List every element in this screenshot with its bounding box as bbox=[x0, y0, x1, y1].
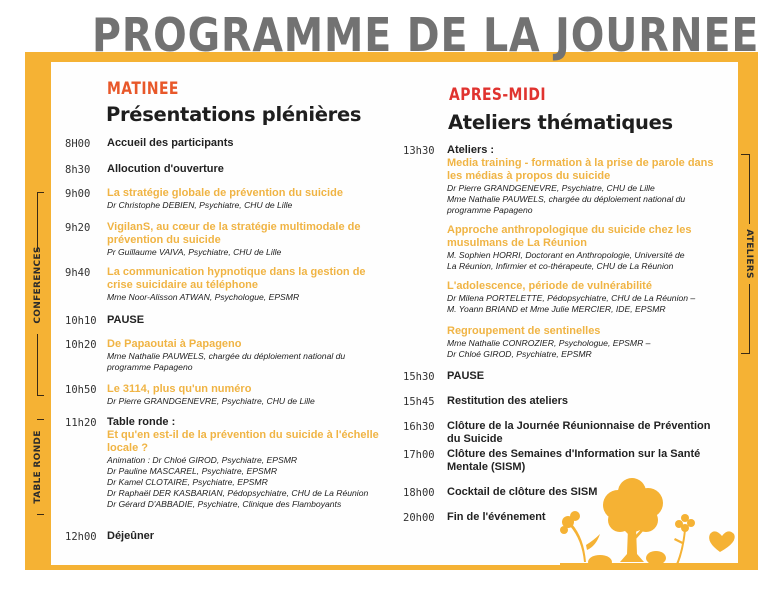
time-16h30: 16h30 bbox=[403, 421, 435, 433]
agenda-item bbox=[107, 221, 360, 258]
workshop-title: Media training - formation à la prise de parole dans bbox=[447, 157, 714, 169]
speaker: Animation : Dr Chloé GIROD, Psychiatre, EPSMR bbox=[107, 455, 298, 465]
item-title: PAUSE bbox=[107, 314, 145, 326]
speaker: Mme Noor-Alisson ATWAN, Psychologue, EPSMR bbox=[107, 292, 300, 302]
workshop-item bbox=[447, 280, 695, 315]
time-9h40: 9h40 bbox=[65, 267, 91, 279]
talk-title: La communication hypnotique dans la gestion de bbox=[107, 266, 366, 278]
talk-title: locale ? bbox=[107, 442, 148, 454]
speaker: Dr Pierre GRANDGENEVRE, Psychiatre, CHU de Lille bbox=[447, 183, 655, 193]
workshop-item bbox=[447, 224, 691, 272]
agenda-item bbox=[107, 187, 343, 211]
speaker: Dr Chloé GIROD, Psychiatre, EPSMR bbox=[447, 349, 592, 359]
agenda-item bbox=[447, 420, 710, 446]
item-title: Table ronde : bbox=[107, 416, 176, 428]
ateliers-label: ATELIERS bbox=[744, 229, 754, 279]
item-title: Fin de l'événement bbox=[447, 511, 546, 523]
matinee-label: MATINEE bbox=[107, 79, 179, 99]
time-15h30: 15h30 bbox=[403, 371, 435, 383]
agenda-item bbox=[447, 144, 714, 216]
time-9h20: 9h20 bbox=[65, 222, 91, 234]
afternoon-heading: Ateliers thématiques bbox=[448, 111, 673, 134]
speaker: Dr Christophe DEBIEN, Psychiatre, CHU de Lille bbox=[107, 200, 293, 210]
speaker: Mme Nathalie CONROZIER, Psychologue, EPSMR – bbox=[447, 338, 651, 348]
item-title: Clôture des Semaines d'Information sur la Santé bbox=[447, 448, 701, 460]
workshop-title: les médias à propos du suicide bbox=[447, 170, 611, 182]
item-title: Allocution d'ouverture bbox=[107, 163, 224, 175]
speaker: M. Sophien HORRI, Doctorant en Anthropologie, Université de bbox=[447, 250, 685, 260]
table-ronde-label: TABLE RONDE bbox=[33, 430, 43, 504]
time-18h00: 18h00 bbox=[403, 487, 435, 499]
item-title: Accueil des participants bbox=[107, 137, 234, 149]
talk-title: Et qu'en est-il de la prévention du suicide à l'échelle bbox=[107, 429, 379, 441]
speaker: programme Papageno bbox=[107, 362, 193, 372]
item-title: PAUSE bbox=[447, 370, 485, 382]
item-title: Ateliers : bbox=[447, 144, 495, 156]
agenda-item bbox=[107, 137, 234, 150]
agenda-item bbox=[107, 338, 345, 373]
agenda-item bbox=[107, 266, 366, 303]
time-9h00: 9h00 bbox=[65, 188, 91, 200]
agenda-item bbox=[107, 416, 379, 510]
workshop-title: Approche anthropologique du suicide chez les bbox=[447, 224, 692, 236]
workshop-title: musulmans de La Réunion bbox=[447, 237, 587, 249]
talk-title: crise suicidaire au téléphone bbox=[107, 279, 259, 291]
talk-title: prévention du suicide bbox=[107, 234, 221, 246]
talk-title: De Papaoutai à Papageno bbox=[107, 338, 242, 350]
item-title: Clôture de la Journée Réunionnaise de Prévention bbox=[447, 420, 711, 432]
agenda-item bbox=[447, 370, 484, 383]
item-title: du Suicide bbox=[447, 433, 503, 445]
conferences-label: CONFERENCES bbox=[33, 246, 43, 324]
item-title: Déjeûner bbox=[107, 530, 155, 542]
tree-flowers-illustration bbox=[560, 470, 750, 570]
time-12h00: 12h00 bbox=[65, 531, 97, 543]
workshop-title: Regroupement de sentinelles bbox=[447, 325, 601, 337]
agenda-item bbox=[447, 511, 546, 524]
talk-title: VigilanS, au cœur de la stratégie multimodale de bbox=[107, 221, 361, 233]
apres-midi-label: APRES-MIDI bbox=[449, 85, 547, 105]
speaker: Dr Gérard D'ABBADIE, Psychiatre, Clinique des Flamboyants bbox=[107, 499, 342, 509]
talk-title: La stratégie globale de prévention du suicide bbox=[107, 187, 343, 199]
agenda-item bbox=[107, 530, 154, 543]
speaker: Dr Kamel CLOTAIRE, Psychiatre, EPSMR bbox=[107, 477, 268, 487]
time-10h50: 10h50 bbox=[65, 384, 97, 396]
agenda-item bbox=[107, 383, 315, 407]
time-10h10: 10h10 bbox=[65, 315, 97, 327]
time-8h00: 8H00 bbox=[65, 138, 91, 150]
time-15h45: 15h45 bbox=[403, 396, 435, 408]
speaker: Mme Nathalie PAUWELS, chargée du déploiement national du bbox=[447, 194, 686, 204]
time-20h00: 20h00 bbox=[403, 512, 435, 524]
workshop-title: L'adolescence, période de vulnérabilité bbox=[447, 280, 652, 292]
item-title: Mentale (SISM) bbox=[447, 461, 526, 473]
speaker: programme Papageno bbox=[447, 205, 533, 215]
item-title: Restitution des ateliers bbox=[447, 395, 569, 407]
time-8h30: 8h30 bbox=[65, 164, 91, 176]
agenda-item bbox=[107, 163, 224, 176]
time-13h30: 13h30 bbox=[403, 145, 435, 157]
page-title: PROGRAMME DE LA JOURNEE bbox=[92, 8, 760, 62]
agenda-item bbox=[107, 314, 144, 327]
speaker: M. Yoann BRIAND et Mme Julie MERCIER, IDE, EPSMR bbox=[447, 304, 666, 314]
talk-title: Le 3114, plus qu'un numéro bbox=[107, 383, 252, 395]
workshop-item bbox=[447, 325, 650, 360]
morning-heading: Présentations plénières bbox=[106, 103, 362, 126]
speaker: Pr Guillaume VAIVA, Psychiatre, CHU de Lille bbox=[107, 247, 282, 257]
speaker: Dr Pierre GRANDGENEVRE, Psychiatre, CHU de Lille bbox=[107, 396, 315, 406]
speaker: Mme Nathalie PAUWELS, chargée du déploiement national du bbox=[107, 351, 346, 361]
speaker: Dr Milena PORTELETTE, Pédopsychiatre, CHU de La Réunion – bbox=[447, 293, 696, 303]
agenda-item bbox=[447, 395, 568, 408]
speaker: La Réunion, Infirmier et co-thérapeute, CHU de La Réunion bbox=[447, 261, 674, 271]
item-title: Cocktail de clôture des SISM bbox=[447, 486, 598, 498]
time-17h00: 17h00 bbox=[403, 449, 435, 461]
speaker: Dr Raphaël DER KASBARIAN, Pédopsychiatre, CHU de La Réunion bbox=[107, 488, 369, 498]
time-10h20: 10h20 bbox=[65, 339, 97, 351]
speaker: Dr Pauline MASCAREL, Psychiatre, EPSMR bbox=[107, 466, 278, 476]
time-11h20: 11h20 bbox=[65, 417, 97, 429]
